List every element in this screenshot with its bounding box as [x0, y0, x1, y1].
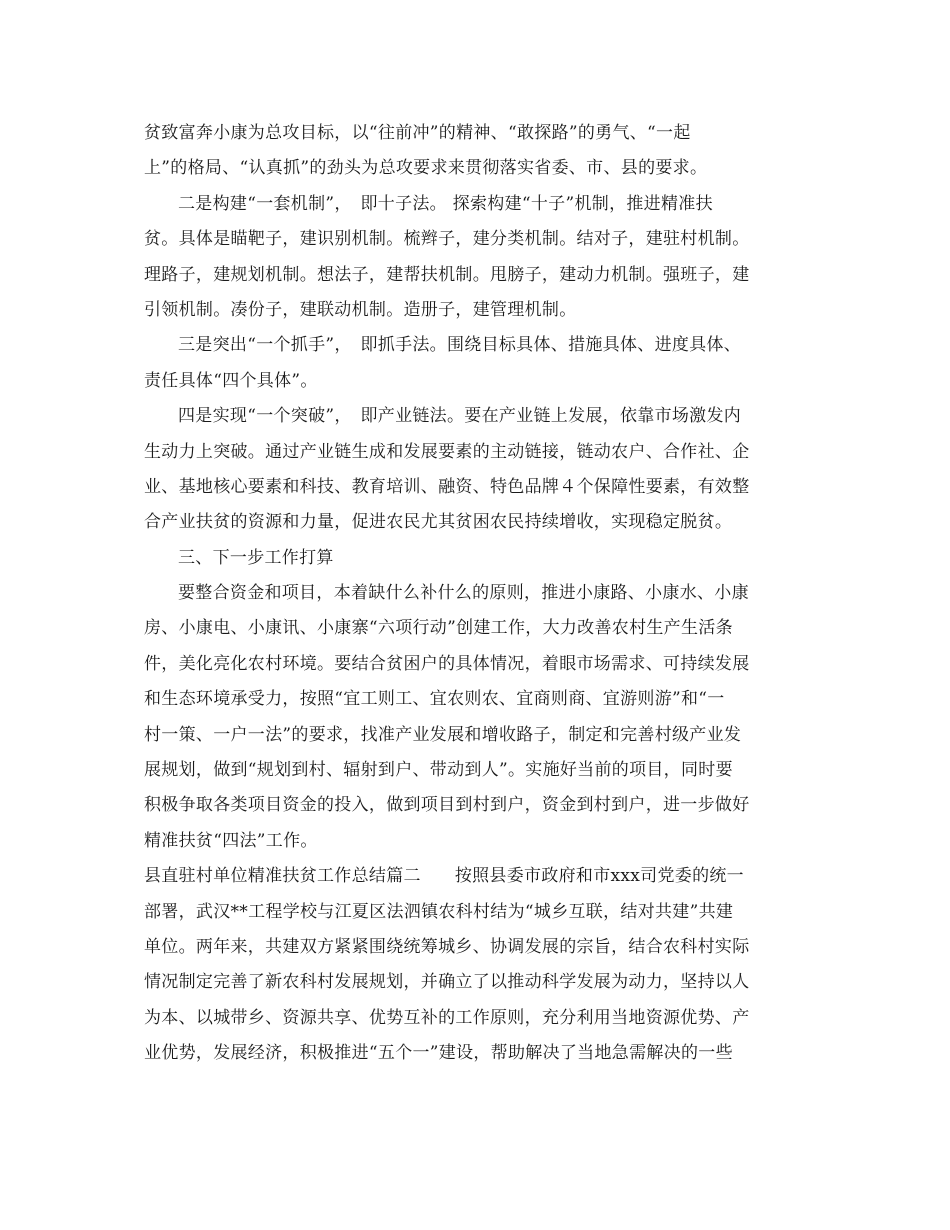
paragraph-line: 精准扶贫“四法”工作。 — [144, 830, 318, 851]
paragraph-line: 情况制定完善了新农科村发展规划，并确立了以推动科学发展为动力，坚持以人 — [144, 972, 750, 993]
section-heading: 三、下一步工作打算 — [178, 547, 334, 568]
paragraph-line: 上”的格局、“认真抓”的劲头为总攻要求来贯彻落实省委、市、县的要求。 — [144, 158, 708, 179]
paragraph-line: 二是构建“一套机制”， 即十子法。 探索构建“十子”机制，推进精准扶 — [178, 193, 713, 214]
paragraph-line: 单位。两年来，共建双方紧紧围绕统筹城乡、协调发展的宗旨，结合农科村实际 — [144, 936, 750, 957]
paragraph-line: 引领机制。凑份子，建联动机制。造册子，建管理机制。 — [144, 299, 577, 320]
paragraph-line: 积极争取各类项目资金的投入，做到项目到村到户，资金到村到户，进一步做好 — [144, 795, 750, 816]
paragraph-line: 村一策、一户一法”的要求，找准产业发展和增收路子，制定和完善村级产业发 — [144, 724, 742, 745]
document-body — [144, 116, 809, 1072]
paragraph-line: 四是实现“一个突破”， 即产业链法。要在产业链上发展，依靠市场激发内 — [178, 406, 742, 427]
paragraph-line: 贫致富奔小康为总攻目标，以“往前冲”的精神、“敢探路”的勇气、“一起 — [144, 123, 691, 143]
paragraph-line: 业、基地核心要素和科技、教育培训、融资、特色品牌４个保障性要素，有效整 — [144, 476, 750, 497]
paragraph-line: 件，美化亮化农村环境。要结合贫困户的具体情况，着眼市场需求、可持续发展 — [144, 653, 750, 674]
paragraph-line: 生动力上突破。通过产业链生成和发展要素的主动链接，链动农户、合作社、企 — [144, 441, 750, 462]
paragraph-line: 和生态环境承受力，按照“宜工则工、宜农则农、宜商则商、宜游则游”和“一 — [144, 689, 725, 710]
article-intro: 按照县委市政府和市xxx司党委的统一 — [454, 866, 744, 887]
paragraph-line: 为本、以城带乡、资源共享、优势互补的工作原则，充分利用当地资源优势、产 — [144, 1007, 750, 1028]
paragraph-line: 责任具体“四个具体”。 — [144, 370, 318, 391]
paragraph-line: 贫。具体是瞄靶子，建识别机制。梳辫子，建分类机制。结对子，建驻村机制。 — [144, 229, 750, 250]
paragraph-line: 三是突出“一个抓手”， 即抓手法。围绕目标具体、措施具体、进度具体、 — [178, 335, 742, 356]
paragraph-line: 理路子，建规划机制。想法子，建帮扶机制。甩膀子，建动力机制。强班子，建 — [144, 264, 750, 285]
paragraph-line-with-title — [144, 859, 809, 894]
paragraph-line: 部署，武汉**工程学校与江夏区法泗镇农科村结为“城乡互联，结对共建”共建 — [144, 901, 734, 922]
paragraph-line: 展规划，做到“规划到村、辐射到户、带动到人”。实施好当前的项目，同时要 — [144, 760, 733, 781]
paragraph-line: 业优势，发展经济，积极推进“五个一”建设，帮助解决了当地急需解决的一些 — [144, 1043, 733, 1064]
paragraph-line: 房、小康电、小康讯、小康寨“六项行动”创建工作，大力改善农村生产生活条 — [144, 618, 733, 639]
article-title: 县直驻村单位精准扶贫工作总结篇二 — [144, 866, 421, 887]
paragraph-line: 要整合资金和项目，本着缺什么补什么的原则，推进小康路、小康水、小康 — [178, 583, 749, 604]
paragraph-line: 合产业扶贫的资源和力量，促进农民尤其贫困农民持续增收，实现稳定脱贫。 — [144, 512, 733, 533]
